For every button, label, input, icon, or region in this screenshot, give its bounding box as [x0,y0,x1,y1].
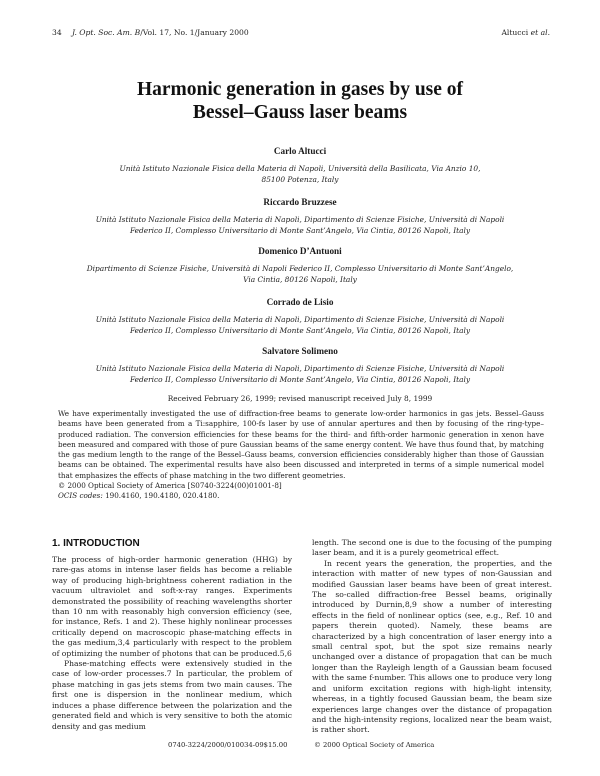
abstract-text: We have experimentally investigated the use of diffraction-free beams to generate low-order harmonics in gas jets. Bessel–Gauss beams have been generated from a Ti:sapphire, 100-fs laser by use of annular apertures and then by focusing of the ring-type–produced radiation. The conversion efficiencies for these beams for the third- and fifth-order harmonic generation in xenon have been measured and compared with those of pure Gaussian beams of the same energy content. We have thus found that, by matching the gas medium length to the range of the Bessel–Gauss beams, conversion efficiencies considerably higher than those of Gaussian beams can be obtained. The experimental results have also been discussed and interpreted in terms of a simple numerical model that emphasizes the effects of phase matching in the two different geometries. [58,409,544,480]
author-name: Carlo Altucci [273,146,327,156]
journal-name: J. Opt. Soc. Am. B [72,28,141,37]
journal-citation [72,28,249,37]
running-author [501,28,550,37]
author-affiliation-line: Unità Istituto Nazionale Fisica della Materia di Napoli, Università della Basilicata, Via Anzio 10, [119,164,481,173]
paper-title-line-2: Bessel–Gauss laser beams [192,102,408,123]
running-author-name: Altucci [501,28,529,37]
abstract-copyright: © 2000 Optical Society of America [S0740-3224(00)01001-8] [58,481,282,491]
author-affiliation-line: Federico II, Complesso Universitario di Monte Sant’Angelo, Via Cintia, 80126 Napoli, Italy [129,226,471,235]
author-name: Riccardo Bruzzese [263,197,337,207]
body-paragraph: length. The second one is due to the focusing of the pumping laser beam, and it is a purely geometrical effect. [312,538,552,558]
author-block [40,196,560,236]
right-column [312,538,552,736]
paper-title-line-1: Harmonic generation in gases by use of [136,79,464,100]
author-affiliation-line: Unità Istituto Nazionale Fisica della Materia di Napoli, Dipartimento di Scienze Fisiche, Università di Napoli [95,364,505,373]
body-paragraph: The process of high-order harmonic generation (HHG) by rare-gas atoms in intense laser fields has become a reliable way of producing high-brightness coherent radiation in the vacuum ultraviolet and soft-x-ray ranges. Experiments demonstrated the possibility of reaching wavelengths shorter than 10 nm with reasonably high conversion efficiency (see, for instance, Refs. 1 and 2). These highly nonlinear processes critically depend on macroscopic phase-matching effects in the gas medium,3,4 particularly with respect to the problem of optimizing the number of photons that can be produced.5,6 [52,555,292,658]
author-block [40,345,560,385]
author-block [40,245,560,285]
author-name: Salvatore Solimeno [262,346,338,356]
author-affiliation-line: Unità Istituto Nazionale Fisica della Materia di Napoli, Dipartimento di Scienze Fisiche, Università di Napoli [95,315,505,324]
author-block [40,296,560,336]
author-affiliation-line: Unità Istituto Nazionale Fisica della Materia di Napoli, Dipartimento di Scienze Fisiche, Università di Napoli [95,215,505,224]
ocis-values: 190.4160, 190.4180, 020.4180. [105,491,220,501]
running-header [0,28,600,42]
page-number: 34 [52,28,62,37]
author-name: Domenico D’Antuoni [258,246,342,256]
abstract [58,409,544,502]
received-dates: Received February 26, 1999; revised manuscript received July 8, 1999 [167,394,433,403]
author-affiliation-line: Federico II, Complesso Universitario di Monte Sant’Angelo, Via Cintia, 80126 Napoli, Italy [129,326,471,335]
ocis-label: OCIS codes: [58,491,103,501]
ocis-codes [58,491,544,501]
body-paragraph: Phase-matching effects were extensively studied in the case of low-order processes.7 In particular, the problem of phase matching in gas jets stems from two main causes. The first one is dispersion in the nonlinear medium, which induces a phase difference between the polarization and the generated field and which is very sensitive to both the atomic density and gas medium [52,659,292,731]
footer-copyright: © 2000 Optical Society of America [314,741,435,749]
footer-code: 0740-3224/2000/010034-09$15.00 [168,741,288,749]
left-column [52,538,292,732]
page-footer [0,741,600,753]
author-affiliation-line: 85100 Potenza, Italy [261,175,339,184]
author-affiliation-line: Via Cintia, 80126 Napoli, Italy [243,275,357,284]
author-affiliation-line: Dipartimento di Scienze Fisiche, Università di Napoli Federico II, Complesso Universitario di Monte Sant’Angelo, [86,264,514,273]
author-name: Corrado de Lisio [266,297,334,307]
author-affiliation-line: Federico II, Complesso Universitario di Monte Sant’Angelo, Via Cintia, 80126 Napoli, Italy [129,375,471,384]
running-author-etal: et al. [530,28,550,37]
journal-volume-issue: /Vol. 17, No. 1/January 2000 [140,28,249,37]
section-heading: 1. INTRODUCTION [52,538,140,549]
body-paragraph: In recent years the generation, the properties, and the interaction with matter of new types of non-Gaussian and modified Gaussian laser beams have been of great interest. The so-called diffraction-free Bessel beams, originally introduced by Durnin,8,9 show a number of interesting effects in the field of nonlinear optics (see, e.g., Ref. 10 and papers therein quoted). Namely, these beams are characterized by a high concentration of laser energy into a small central spot, but the spot size remains nearly unchanged over a distance of propagation that can be much longer than the Rayleigh length of a Gaussian beam focused with the same f-number. This allows one to produce very long and uniform excitation regions with high-light intensity, whereas, in a tightly focused Gaussian beam, the beam size experiences large changes over the distance of propagation and the high-intensity regions, localized near the beam waist, is rather short. [312,558,552,735]
paper-title [0,78,600,124]
author-block [40,145,560,185]
